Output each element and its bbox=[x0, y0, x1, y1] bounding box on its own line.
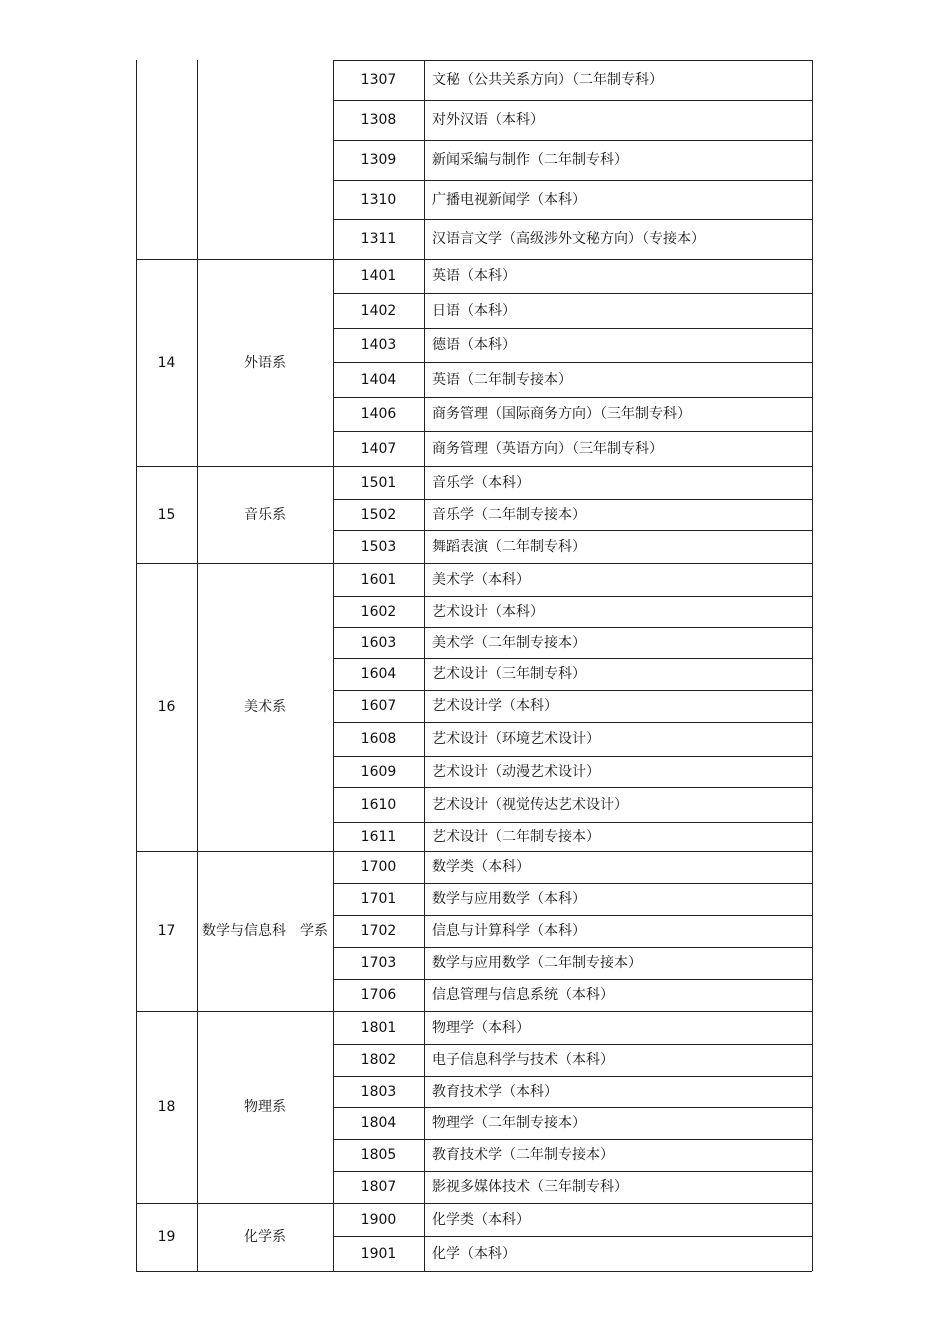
major-name-cell: 影视多媒体技术（三年制专科） bbox=[432, 1179, 628, 1195]
dept-name-cell bbox=[197, 60, 333, 259]
table-rule bbox=[333, 530, 812, 531]
dept-number-cell: 14 bbox=[157, 354, 176, 371]
major-name-cell: 音乐学（二年制专接本） bbox=[432, 506, 586, 523]
major-name-cell: 艺术设计（三年制专科） bbox=[432, 666, 586, 682]
table-rule bbox=[333, 60, 812, 61]
table-rule bbox=[136, 60, 137, 1271]
table-rule bbox=[136, 851, 812, 852]
major-code-cell: 1807 bbox=[360, 1179, 397, 1195]
table-rule bbox=[333, 397, 812, 398]
major-code-cell: 1803 bbox=[360, 1083, 397, 1100]
major-name-cell: 物理学（本科） bbox=[432, 1019, 530, 1036]
table-rule bbox=[333, 1171, 812, 1172]
major-code-cell: 1602 bbox=[360, 603, 397, 620]
table-rule bbox=[136, 1203, 812, 1204]
dept-name-cell: 外语系 bbox=[244, 354, 286, 371]
major-name-cell: 美术学（二年制专接本） bbox=[432, 634, 586, 651]
table-rule bbox=[333, 756, 812, 757]
major-code-cell: 1309 bbox=[360, 152, 397, 168]
table-rule bbox=[197, 60, 198, 1271]
major-code-cell: 1900 bbox=[360, 1211, 397, 1228]
major-code-cell: 1503 bbox=[360, 538, 397, 555]
dept-name-cell: 音乐系 bbox=[244, 506, 286, 523]
major-code-cell: 1805 bbox=[360, 1147, 397, 1163]
major-code-cell: 1603 bbox=[360, 634, 397, 651]
major-code-cell: 1702 bbox=[360, 923, 397, 939]
major-code-cell: 1311 bbox=[360, 231, 397, 247]
dept-name-cell: 物理系 bbox=[244, 1099, 286, 1115]
major-code-cell: 1706 bbox=[360, 987, 397, 1003]
major-name-cell: 日语（本科） bbox=[432, 302, 516, 319]
table-rule bbox=[333, 915, 812, 916]
major-code-cell: 1703 bbox=[360, 955, 397, 971]
major-name-cell: 新闻采编与制作（二年制专科） bbox=[432, 152, 628, 168]
table-rule bbox=[333, 100, 812, 101]
major-code-cell: 1609 bbox=[360, 763, 397, 780]
table-rule bbox=[333, 499, 812, 500]
major-name-cell: 汉语言文学（高级涉外文秘方向）（专接本） bbox=[432, 231, 705, 247]
table-rule bbox=[136, 1011, 812, 1012]
major-code-cell: 1502 bbox=[360, 506, 397, 523]
major-code-cell: 1802 bbox=[360, 1052, 397, 1068]
table-rule bbox=[333, 596, 812, 597]
table-rule bbox=[136, 563, 812, 564]
major-name-cell: 舞蹈表演（二年制专科） bbox=[432, 538, 586, 555]
table-rule bbox=[333, 60, 334, 1271]
table-rule bbox=[333, 362, 812, 363]
major-name-cell: 化学（本科） bbox=[432, 1245, 516, 1262]
major-code-cell: 1608 bbox=[360, 731, 397, 747]
table-rule bbox=[333, 627, 812, 628]
major-code-cell: 1611 bbox=[360, 828, 397, 845]
table-rule bbox=[333, 328, 812, 329]
major-code-cell: 1403 bbox=[360, 337, 397, 353]
major-code-cell: 1701 bbox=[360, 891, 397, 907]
table-rule bbox=[333, 979, 812, 980]
major-code-cell: 1801 bbox=[360, 1019, 397, 1036]
major-name-cell: 化学类（本科） bbox=[432, 1211, 530, 1228]
major-name-cell: 美术学（本科） bbox=[432, 571, 530, 588]
major-name-cell: 英语（本科） bbox=[432, 268, 516, 284]
major-name-cell: 教育技术学（二年制专接本） bbox=[432, 1147, 614, 1163]
major-name-cell: 艺术设计（动漫艺术设计） bbox=[432, 763, 600, 780]
table-rule bbox=[333, 690, 812, 691]
major-name-cell: 对外汉语（本科） bbox=[432, 112, 544, 128]
dept-name-cell: 数学与信息科 学系 bbox=[202, 923, 328, 939]
table-rule bbox=[333, 1139, 812, 1140]
major-name-cell: 广播电视新闻学（本科） bbox=[432, 191, 586, 208]
major-code-cell: 1307 bbox=[360, 72, 397, 88]
major-name-cell: 教育技术学（本科） bbox=[432, 1083, 558, 1100]
dept-number-cell: 19 bbox=[157, 1229, 176, 1245]
major-code-cell: 1700 bbox=[360, 859, 397, 875]
major-name-cell: 艺术设计（环境艺术设计） bbox=[432, 731, 600, 747]
table-rule bbox=[333, 219, 812, 220]
major-code-cell: 1601 bbox=[360, 571, 397, 588]
major-name-cell: 电子信息科学与技术（本科） bbox=[432, 1052, 614, 1068]
table-rule bbox=[424, 60, 425, 1271]
major-name-cell: 艺术设计（视觉传达艺术设计） bbox=[432, 796, 628, 813]
dept-name-cell: 化学系 bbox=[244, 1229, 286, 1245]
table-rule bbox=[136, 1271, 812, 1272]
dept-name-cell: 美术系 bbox=[244, 699, 286, 715]
major-code-cell: 1501 bbox=[360, 474, 397, 491]
table-rule bbox=[333, 947, 812, 948]
major-code-cell: 1404 bbox=[360, 371, 397, 388]
major-code-cell: 1308 bbox=[360, 112, 397, 128]
major-code-cell: 1901 bbox=[360, 1245, 397, 1262]
major-code-cell: 1406 bbox=[360, 406, 397, 422]
table-rule bbox=[333, 722, 812, 723]
dept-number-cell: 16 bbox=[157, 699, 176, 715]
major-name-cell: 文秘（公共关系方向）（二年制专科） bbox=[432, 72, 663, 88]
table-rule bbox=[136, 259, 812, 260]
table-rule bbox=[333, 180, 812, 181]
major-code-cell: 1607 bbox=[360, 698, 397, 714]
major-name-cell: 艺术设计学（本科） bbox=[432, 698, 558, 714]
table-rule bbox=[136, 466, 812, 467]
major-name-cell: 商务管理（英语方向）（三年制专科） bbox=[432, 440, 663, 457]
major-name-cell: 音乐学（本科） bbox=[432, 474, 530, 491]
table-rule bbox=[333, 140, 812, 141]
table-rule bbox=[812, 60, 813, 1271]
table-rule bbox=[333, 658, 812, 659]
dept-number-cell bbox=[136, 60, 197, 259]
major-name-cell: 英语（二年制专接本） bbox=[432, 371, 572, 388]
major-name-cell: 数学类（本科） bbox=[432, 859, 530, 875]
table-rule bbox=[333, 293, 812, 294]
major-code-cell: 1310 bbox=[360, 191, 397, 208]
major-name-cell: 艺术设计（本科） bbox=[432, 603, 544, 620]
major-code-cell: 1407 bbox=[360, 440, 397, 457]
major-code-cell: 1610 bbox=[360, 796, 397, 813]
major-name-cell: 商务管理（国际商务方向）（三年制专科） bbox=[432, 406, 691, 422]
table-rule bbox=[333, 431, 812, 432]
dept-number-cell: 17 bbox=[157, 923, 176, 939]
table-rule bbox=[333, 787, 812, 788]
table-rule bbox=[333, 1044, 812, 1045]
major-name-cell: 数学与应用数学（二年制专接本） bbox=[432, 955, 642, 971]
table-rule bbox=[333, 1107, 812, 1108]
major-name-cell: 艺术设计（二年制专接本） bbox=[432, 828, 600, 845]
major-code-cell: 1402 bbox=[360, 302, 397, 319]
table-rule bbox=[333, 883, 812, 884]
dept-number-cell: 18 bbox=[157, 1099, 176, 1115]
table-rule bbox=[333, 1076, 812, 1077]
major-name-cell: 物理学（二年制专接本） bbox=[432, 1115, 586, 1131]
major-code-cell: 1804 bbox=[360, 1115, 397, 1131]
table-rule bbox=[333, 822, 812, 823]
table-rule bbox=[333, 1236, 812, 1237]
major-name-cell: 信息与计算科学（本科） bbox=[432, 923, 586, 939]
major-code-cell: 1604 bbox=[360, 666, 397, 682]
major-code-cell: 1401 bbox=[360, 268, 397, 284]
major-name-cell: 德语（本科） bbox=[432, 337, 516, 353]
major-name-cell: 数学与应用数学（本科） bbox=[432, 891, 586, 907]
dept-number-cell: 15 bbox=[157, 506, 176, 523]
major-name-cell: 信息管理与信息系统（本科） bbox=[432, 987, 614, 1003]
